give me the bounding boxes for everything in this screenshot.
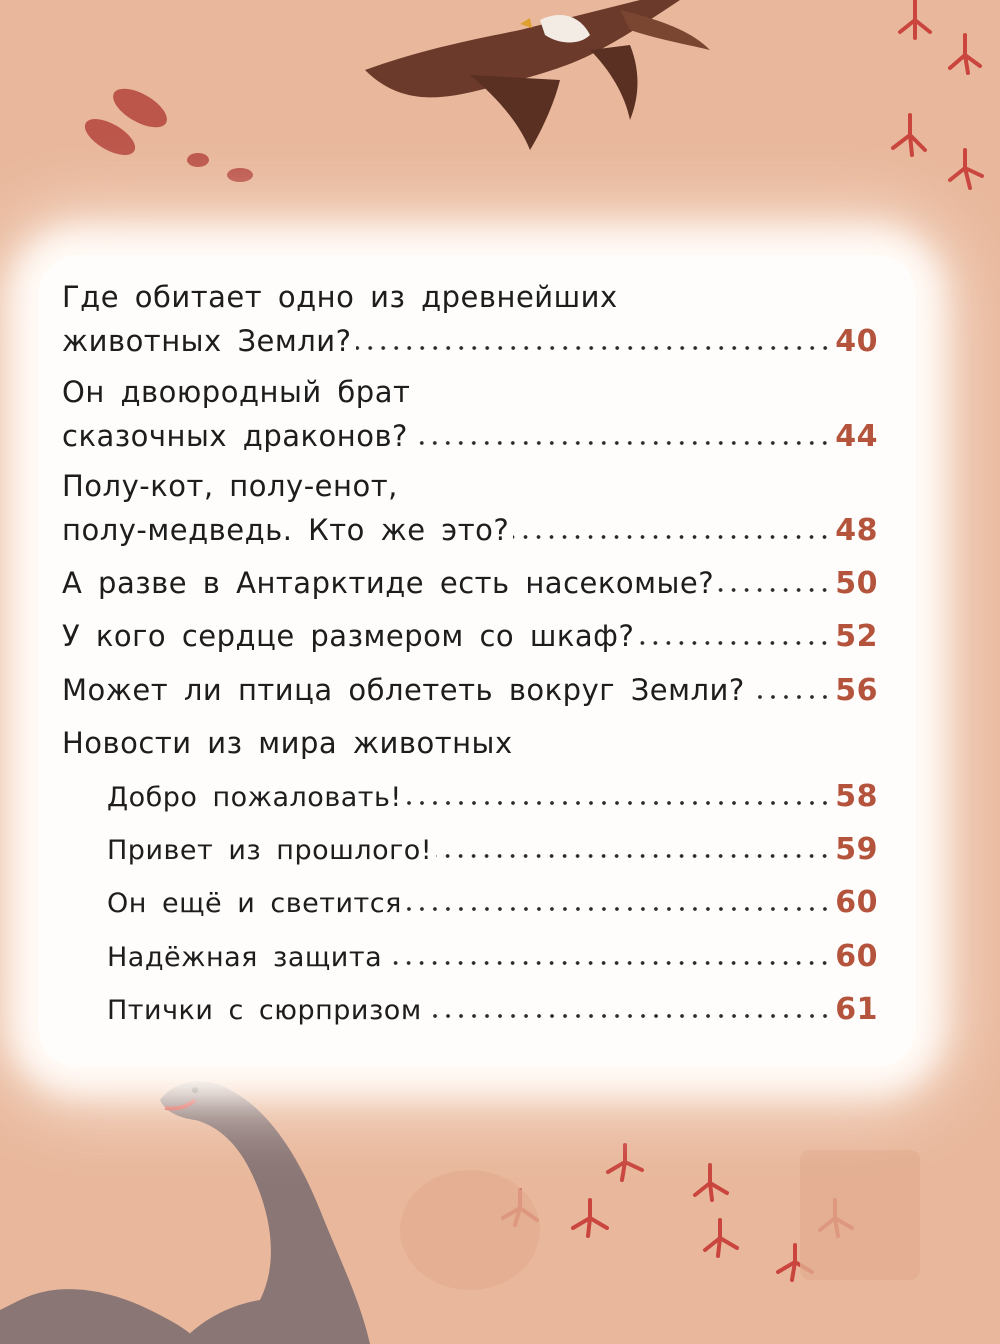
section-title: Новости из мира животных [62,726,513,760]
page-number: 60 [835,939,878,974]
toc-subentry[interactable] [62,988,878,1033]
page-number: 58 [835,779,878,814]
leader-dots [356,345,832,351]
toc-entry-title: Он двоюродный брат [62,375,411,409]
page-number: 48 [835,513,878,548]
subentry-title: Он ещё и светится [107,888,402,919]
toc-entry-title: полу-медведь. Кто же это? [62,513,510,547]
toc-section[interactable] [62,721,878,765]
leader-dots [426,1013,832,1019]
toc-subentry[interactable] [62,881,878,926]
toc-entry[interactable] [62,668,878,713]
dinosaur-illustration [0,1081,370,1344]
paw-prints [79,81,253,182]
toc-entry[interactable] [62,464,878,553]
page-number: 61 [835,992,878,1027]
leader-dots [436,853,831,859]
toc-entry-title: Может ли птица облететь вокруг Земли? [62,673,745,707]
toc-entry[interactable] [62,275,878,364]
subentry-title: Привет из прошлого! [107,835,433,866]
eagle-illustration [365,0,710,150]
leader-dots [406,800,832,806]
toc-subentry[interactable] [62,775,878,820]
leader-dots [412,440,831,446]
leader-dots [406,906,831,912]
toc-entry-title: Полу-кот, полу-енот, [62,469,398,503]
toc-entry-title: А разве в Антарктиде есть насекомые? [62,566,715,600]
subentry-title: Добро пожаловать! [107,782,402,813]
page-number: 59 [835,832,878,867]
subentry-title: Надёжная защита [107,942,383,973]
toc-entry-title: Где обитает одно из древнейших [62,280,618,314]
leader-dots [386,960,831,966]
page-number: 52 [835,619,878,654]
page-number: 44 [835,419,878,454]
page-number: 40 [835,324,878,359]
page-number: 50 [835,566,878,601]
leader-dots [749,694,831,700]
toc-entry[interactable] [62,561,878,606]
toc-entry[interactable] [62,614,878,659]
toc-subentry[interactable] [62,828,878,873]
page-number: 60 [835,885,878,920]
leader-dots [513,534,831,540]
toc-entry-title: У кого сердце размером со шкаф? [62,619,635,653]
page-number: 56 [835,673,878,708]
toc-entry-title: животных Земли? [62,324,352,358]
bird-footprints [893,0,982,188]
toc-entry[interactable] [62,370,878,459]
toc-subentry[interactable] [62,935,878,980]
toc-entry-title: сказочных драконов? [62,419,408,453]
subentry-title: Птички с сюрпризом [107,995,422,1026]
leader-dots [638,640,831,646]
leader-dots [718,587,831,593]
